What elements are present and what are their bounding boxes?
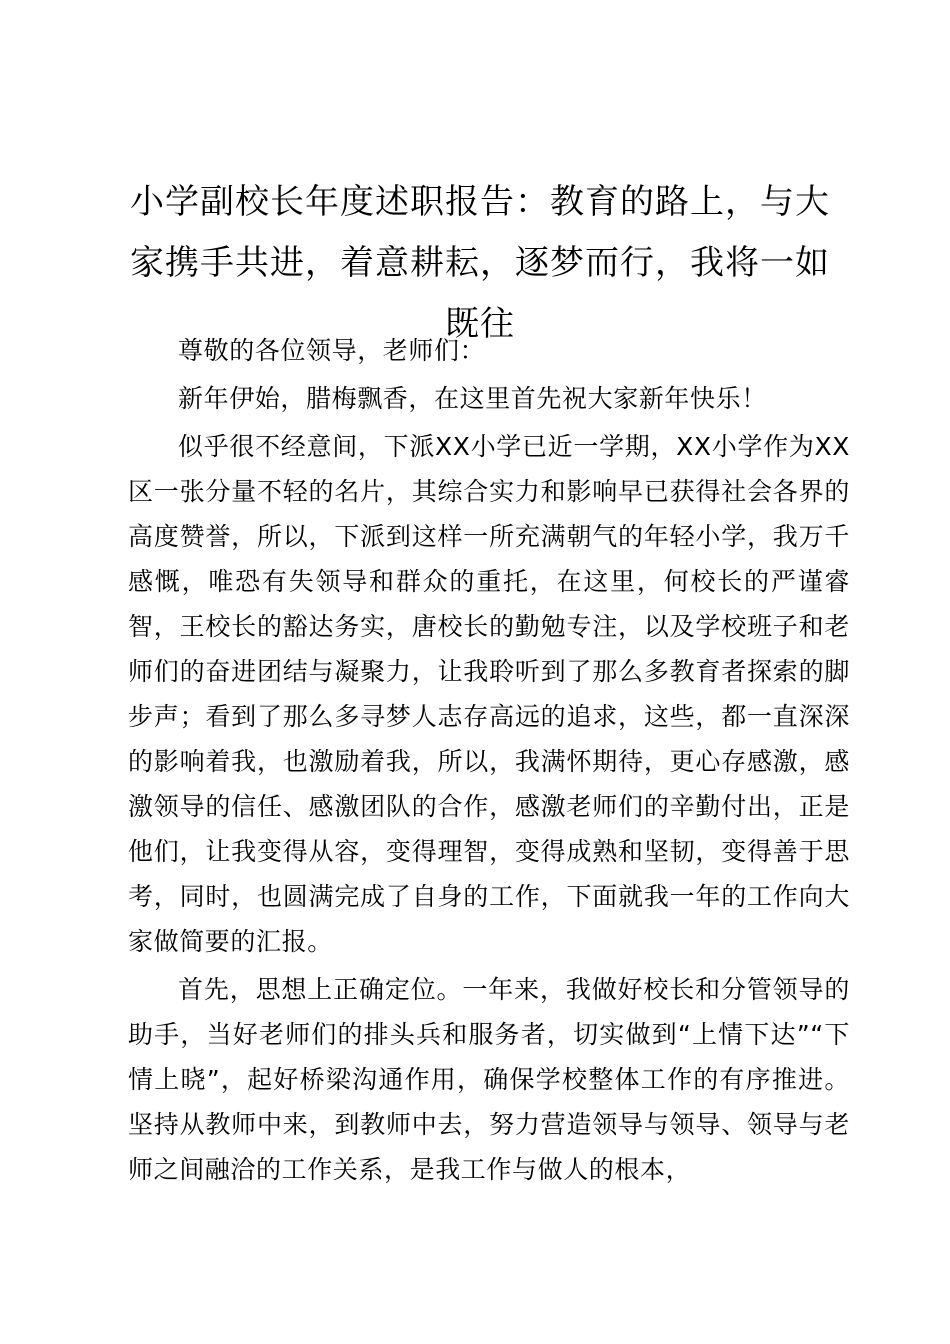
body-paragraph: 似乎很不经意间，下派XX小学已近一学期，XX小学作为XX区一张分量不轻的名片，其综合实力和影响早已获得社会各界的高度赞誉，所以，下派到这样一所充满朝气的年轻小学，我万千感慨，唯恐有失领导和群众的重托，在这里，何校长的严谨睿智，王校长的豁达务实，唐校长的勤勉专注，以及学校班子和老师们的奋进团结与凝聚力，让我聆听到了那么多教育者探索的脚步声；看到了那么多寻梦人志存高远的追求，这些，都一直深深的影响着我，也激励着我，所以，我满怀期待，更心存感激，感激领导的信任、感激团队的合作，感激老师们的辛勤付出，正是他们，让我变得从容，变得理智，变得成熟和坚韧，变得善于思考，同时，也圆满完成了自身的工作，下面就我一年的工作向大家做简要的汇报。 xyxy=(128,432,850,956)
document-body xyxy=(128,328,850,1192)
greeting-paragraph: 新年伊始，腊梅飘香，在这里首先祝大家新年快乐！ xyxy=(178,384,767,413)
body-paragraph: 首先，思想上正确定位。一年来，我做好校长和分管领导的助手，当好老师们的排头兵和服务者，切实做到“上情下达”“下情上晓”，起好桥梁沟通作用，确保学校整体工作的有序推进。坚持从教师中来，到教师中去，努力营造领导与领导、领导与老师之间融洽的工作关系，是我工作与做人的根本， xyxy=(128,975,850,1184)
salutation-paragraph: 尊敬的各位领导，老师们： xyxy=(178,336,486,365)
document-title: 小学副校长年度述职报告：教育的路上，与大家携手共进，着意耕耘，逐梦而行，我将一如既往 xyxy=(130,182,830,344)
